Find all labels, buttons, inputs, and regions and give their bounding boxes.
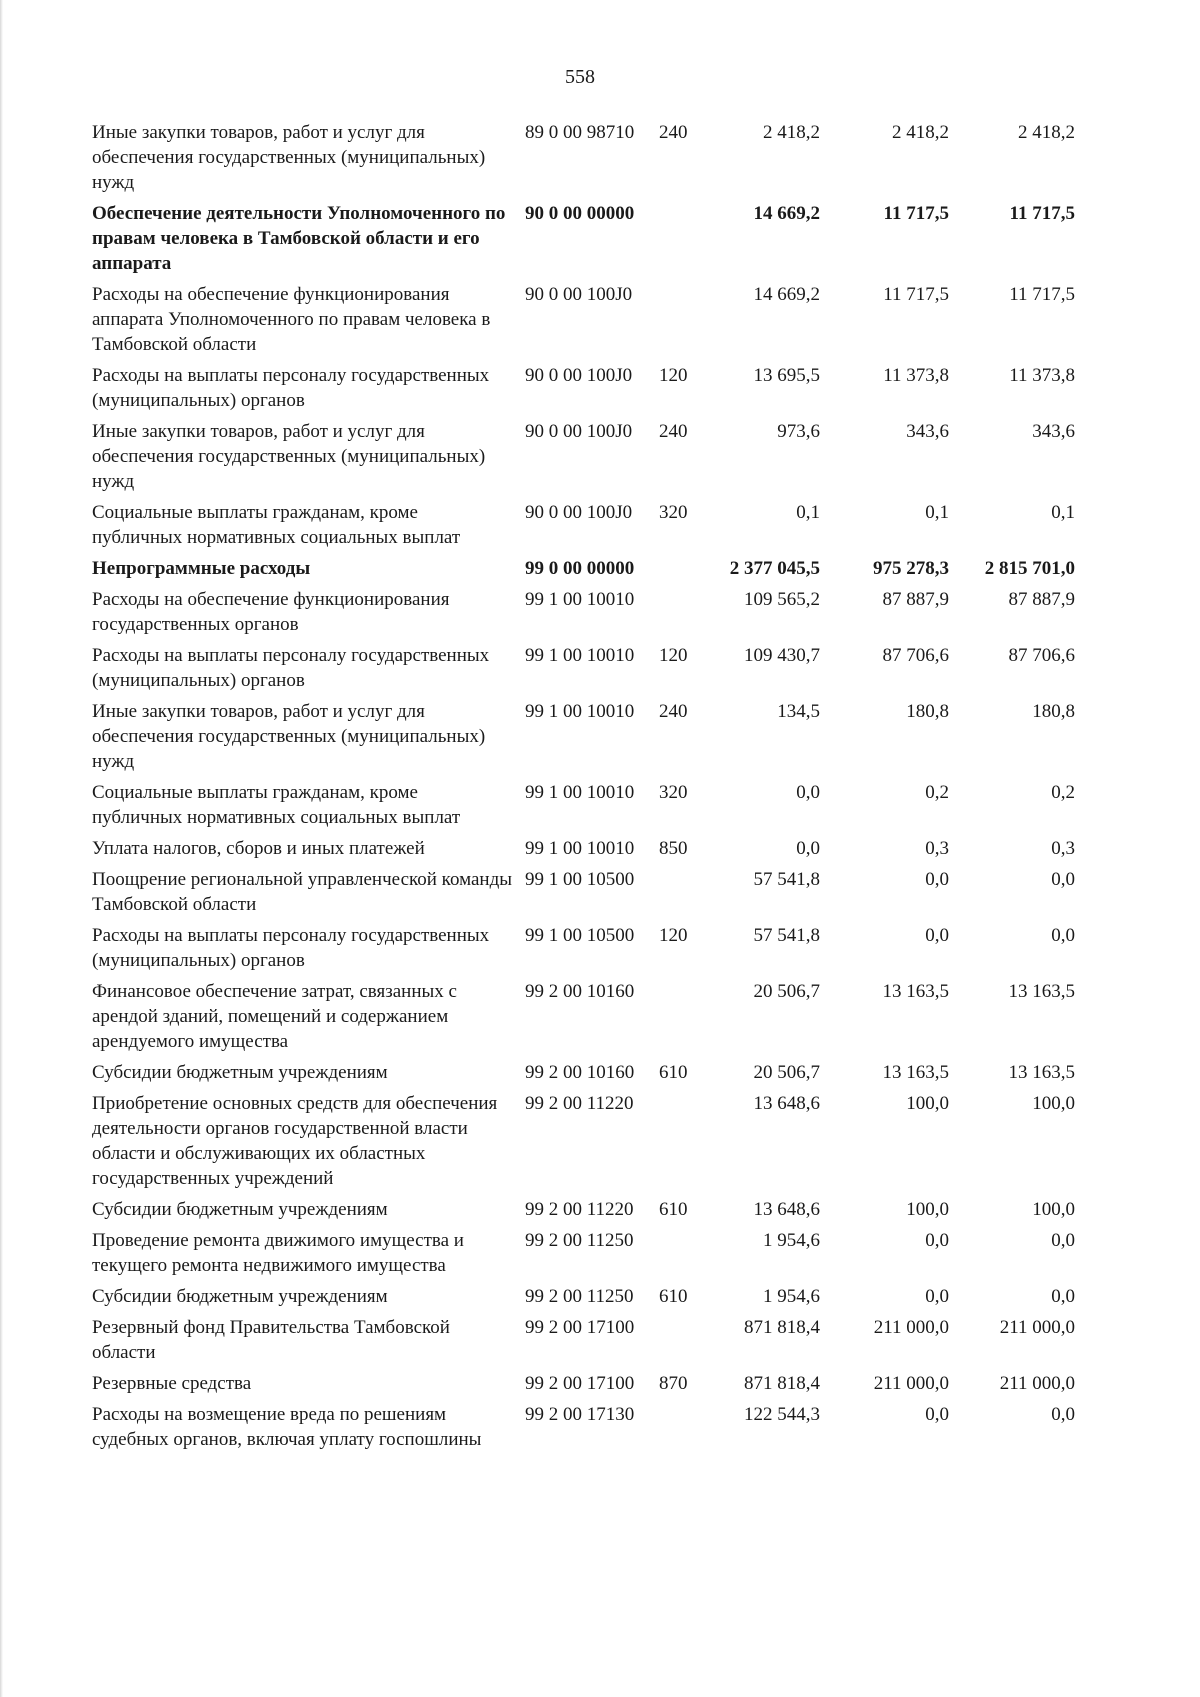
row-target-code: 99 1 00 10010 — [525, 645, 635, 666]
row-amount-year-3: 11 717,5 — [1009, 203, 1075, 224]
row-amount-year-2: 13 163,5 — [882, 1062, 949, 1083]
row-amount-year-1: 20 506,7 — [753, 1062, 820, 1083]
row-name: Субсидии бюджетным учреждениям — [92, 1062, 388, 1083]
row-target-code: 99 2 00 11220 — [525, 1199, 634, 1220]
row-amount-year-1: 871 818,4 — [744, 1317, 820, 1338]
row-target-code: 90 0 00 100J0 — [525, 421, 633, 442]
table-row — [92, 419, 1092, 494]
table-row — [92, 587, 1092, 637]
row-amount-year-2: 0,0 — [925, 925, 949, 946]
row-expense-type: 320 — [659, 782, 688, 803]
row-amount-year-1: 109 430,7 — [744, 645, 820, 666]
row-amount-year-1: 14 669,2 — [753, 284, 820, 305]
row-amount-year-2: 11 373,8 — [883, 365, 949, 386]
row-amount-year-3: 2 815 701,0 — [984, 558, 1075, 579]
table-row — [92, 500, 1092, 550]
row-name: Финансовое обеспечение затрат, связанных с арендой зданий, помещений и содержанием арендуемого имущества — [92, 981, 457, 1052]
row-amount-year-1: 57 541,8 — [753, 869, 820, 890]
row-name: Поощрение региональной управленческой команды Тамбовской области — [92, 869, 513, 915]
row-target-code: 99 1 00 10010 — [525, 589, 635, 610]
row-amount-year-2: 0,2 — [925, 782, 949, 803]
row-target-code: 99 2 00 11220 — [525, 1093, 634, 1114]
row-target-code: 89 0 00 98710 — [525, 122, 635, 143]
row-name: Иные закупки товаров, работ и услуг для обеспечения государственных (муниципальных) нужд — [92, 421, 486, 492]
row-amount-year-2: 11 717,5 — [883, 284, 949, 305]
page-number: 558 — [565, 66, 595, 88]
row-amount-year-1: 1 954,6 — [763, 1230, 820, 1251]
table-row — [92, 363, 1092, 413]
row-name: Расходы на обеспечение функционирования государственных органов — [92, 589, 450, 635]
row-amount-year-1: 0,0 — [796, 838, 820, 859]
row-amount-year-3: 0,0 — [1051, 1404, 1075, 1425]
row-amount-year-1: 0,1 — [796, 502, 820, 523]
row-amount-year-3: 87 706,6 — [1008, 645, 1075, 666]
row-amount-year-3: 100,0 — [1032, 1093, 1075, 1114]
row-target-code: 99 1 00 10500 — [525, 925, 635, 946]
table-row — [92, 836, 1092, 861]
row-amount-year-3: 11 373,8 — [1009, 365, 1075, 386]
row-amount-year-3: 0,0 — [1051, 869, 1075, 890]
row-amount-year-3: 343,6 — [1032, 421, 1075, 442]
row-target-code: 99 2 00 10160 — [525, 981, 635, 1002]
table-row — [92, 282, 1092, 357]
row-amount-year-2: 211 000,0 — [873, 1373, 949, 1394]
row-amount-year-3: 87 887,9 — [1008, 589, 1075, 610]
row-amount-year-1: 57 541,8 — [753, 925, 820, 946]
row-amount-year-1: 13 648,6 — [753, 1199, 820, 1220]
table-row — [92, 979, 1092, 1054]
row-amount-year-3: 211 000,0 — [999, 1317, 1075, 1338]
table-row — [92, 120, 1092, 195]
row-name: Проведение ремонта движимого имущества и текущего ремонта недвижимого имущества — [92, 1230, 464, 1276]
row-target-code: 90 0 00 100J0 — [525, 284, 633, 305]
table-row — [92, 1197, 1092, 1222]
row-amount-year-1: 2 418,2 — [763, 122, 820, 143]
row-amount-year-3: 2 418,2 — [1018, 122, 1075, 143]
table-row — [92, 1091, 1092, 1191]
table-row — [92, 643, 1092, 693]
row-amount-year-3: 13 163,5 — [1008, 1062, 1075, 1083]
row-name: Приобретение основных средств для обеспечения деятельности органов государственной власти области и обслуживающих их областных государственных учреждений — [92, 1093, 498, 1189]
row-amount-year-3: 180,8 — [1032, 701, 1075, 722]
table-row — [92, 1284, 1092, 1309]
row-amount-year-1: 1 954,6 — [763, 1286, 820, 1307]
row-amount-year-2: 2 418,2 — [892, 122, 949, 143]
row-name: Субсидии бюджетным учреждениям — [92, 1199, 388, 1220]
row-amount-year-3: 0,1 — [1051, 502, 1075, 523]
row-target-code: 99 2 00 17100 — [525, 1317, 635, 1338]
row-name: Социальные выплаты гражданам, кроме публичных нормативных социальных выплат — [92, 502, 461, 548]
row-target-code: 99 2 00 10160 — [525, 1062, 635, 1083]
row-amount-year-2: 100,0 — [906, 1199, 949, 1220]
row-expense-type: 610 — [659, 1286, 688, 1307]
row-amount-year-3: 11 717,5 — [1009, 284, 1075, 305]
row-target-code: 99 1 00 10010 — [525, 838, 635, 859]
row-amount-year-3: 0,0 — [1051, 1286, 1075, 1307]
row-name: Непрограммные расходы — [92, 558, 311, 579]
row-name: Иные закупки товаров, работ и услуг для обеспечения государственных (муниципальных) нужд — [92, 122, 486, 193]
row-amount-year-1: 14 669,2 — [753, 203, 820, 224]
row-name: Обеспечение деятельности Уполномоченного по правам человека в Тамбовской области и его аппарата — [92, 203, 506, 274]
row-name: Иные закупки товаров, работ и услуг для обеспечения государственных (муниципальных) нужд — [92, 701, 486, 772]
row-amount-year-2: 211 000,0 — [873, 1317, 949, 1338]
table-row — [92, 699, 1092, 774]
row-expense-type: 610 — [659, 1199, 688, 1220]
row-amount-year-2: 0,0 — [925, 1286, 949, 1307]
row-name: Резервный фонд Правительства Тамбовской области — [92, 1317, 450, 1363]
row-name: Расходы на выплаты персоналу государственных (муниципальных) органов — [92, 645, 490, 691]
row-amount-year-2: 180,8 — [906, 701, 949, 722]
row-expense-type: 240 — [659, 701, 688, 722]
table-row — [92, 923, 1092, 973]
row-amount-year-3: 211 000,0 — [999, 1373, 1075, 1394]
row-target-code: 90 0 00 00000 — [525, 203, 635, 224]
row-target-code: 99 0 00 00000 — [525, 558, 635, 579]
table-row — [92, 780, 1092, 830]
row-target-code: 99 1 00 10010 — [525, 701, 635, 722]
row-target-code: 90 0 00 100J0 — [525, 502, 633, 523]
row-amount-year-2: 343,6 — [906, 421, 949, 442]
row-amount-year-1: 134,5 — [777, 701, 820, 722]
row-target-code: 90 0 00 100J0 — [525, 365, 633, 386]
row-amount-year-2: 0,1 — [925, 502, 949, 523]
row-amount-year-2: 0,0 — [925, 869, 949, 890]
row-amount-year-3: 0,2 — [1051, 782, 1075, 803]
row-expense-type: 320 — [659, 502, 688, 523]
table-row — [92, 1315, 1092, 1365]
row-name: Расходы на выплаты персоналу государственных (муниципальных) органов — [92, 365, 490, 411]
row-amount-year-2: 975 278,3 — [873, 558, 949, 579]
row-amount-year-2: 0,0 — [925, 1404, 949, 1425]
row-amount-year-1: 122 544,3 — [744, 1404, 820, 1425]
row-amount-year-2: 87 887,9 — [882, 589, 949, 610]
row-amount-year-1: 109 565,2 — [744, 589, 820, 610]
scan-edge-shadow — [0, 0, 3, 1697]
row-expense-type: 120 — [659, 365, 688, 386]
row-amount-year-2: 0,3 — [925, 838, 949, 859]
row-amount-year-1: 0,0 — [796, 782, 820, 803]
row-name: Расходы на обеспечение функционирования аппарата Уполномоченного по правам человека в Тамбовской области — [92, 284, 491, 355]
row-name: Расходы на выплаты персоналу государственных (муниципальных) органов — [92, 925, 490, 971]
row-amount-year-1: 871 818,4 — [744, 1373, 820, 1394]
row-amount-year-1: 2 377 045,5 — [729, 558, 820, 579]
row-amount-year-3: 0,0 — [1051, 1230, 1075, 1251]
budget-table — [92, 120, 1092, 1458]
row-amount-year-3: 0,3 — [1051, 838, 1075, 859]
table-row — [92, 867, 1092, 917]
row-amount-year-1: 13 695,5 — [753, 365, 820, 386]
row-expense-type: 240 — [659, 122, 688, 143]
row-name: Резервные средства — [92, 1373, 252, 1394]
row-amount-year-1: 973,6 — [777, 421, 820, 442]
row-amount-year-3: 13 163,5 — [1008, 981, 1075, 1002]
row-expense-type: 240 — [659, 421, 688, 442]
row-expense-type: 120 — [659, 925, 688, 946]
row-name: Социальные выплаты гражданам, кроме публичных нормативных социальных выплат — [92, 782, 461, 828]
row-name: Расходы на возмещение вреда по решениям судебных органов, включая уплату госпошлины — [92, 1404, 482, 1450]
row-amount-year-2: 11 717,5 — [883, 203, 949, 224]
row-amount-year-2: 13 163,5 — [882, 981, 949, 1002]
row-expense-type: 870 — [659, 1373, 688, 1394]
table-section-row — [92, 201, 1092, 276]
row-expense-type: 610 — [659, 1062, 688, 1083]
row-target-code: 99 2 00 11250 — [525, 1286, 634, 1307]
row-amount-year-3: 100,0 — [1032, 1199, 1075, 1220]
row-amount-year-2: 87 706,6 — [882, 645, 949, 666]
row-target-code: 99 1 00 10010 — [525, 782, 635, 803]
row-target-code: 99 2 00 17100 — [525, 1373, 635, 1394]
row-amount-year-3: 0,0 — [1051, 925, 1075, 946]
row-target-code: 99 2 00 11250 — [525, 1230, 634, 1251]
row-expense-type: 120 — [659, 645, 688, 666]
row-amount-year-2: 0,0 — [925, 1230, 949, 1251]
row-amount-year-1: 13 648,6 — [753, 1093, 820, 1114]
table-row — [92, 1402, 1092, 1452]
row-name: Уплата налогов, сборов и иных платежей — [92, 838, 425, 859]
row-amount-year-1: 20 506,7 — [753, 981, 820, 1002]
table-row — [92, 1371, 1092, 1396]
row-expense-type: 850 — [659, 838, 688, 859]
row-amount-year-2: 100,0 — [906, 1093, 949, 1114]
row-name: Субсидии бюджетным учреждениям — [92, 1286, 388, 1307]
table-row — [92, 1228, 1092, 1278]
row-target-code: 99 2 00 17130 — [525, 1404, 635, 1425]
row-target-code: 99 1 00 10500 — [525, 869, 635, 890]
table-row — [92, 1060, 1092, 1085]
table-section-row — [92, 556, 1092, 581]
